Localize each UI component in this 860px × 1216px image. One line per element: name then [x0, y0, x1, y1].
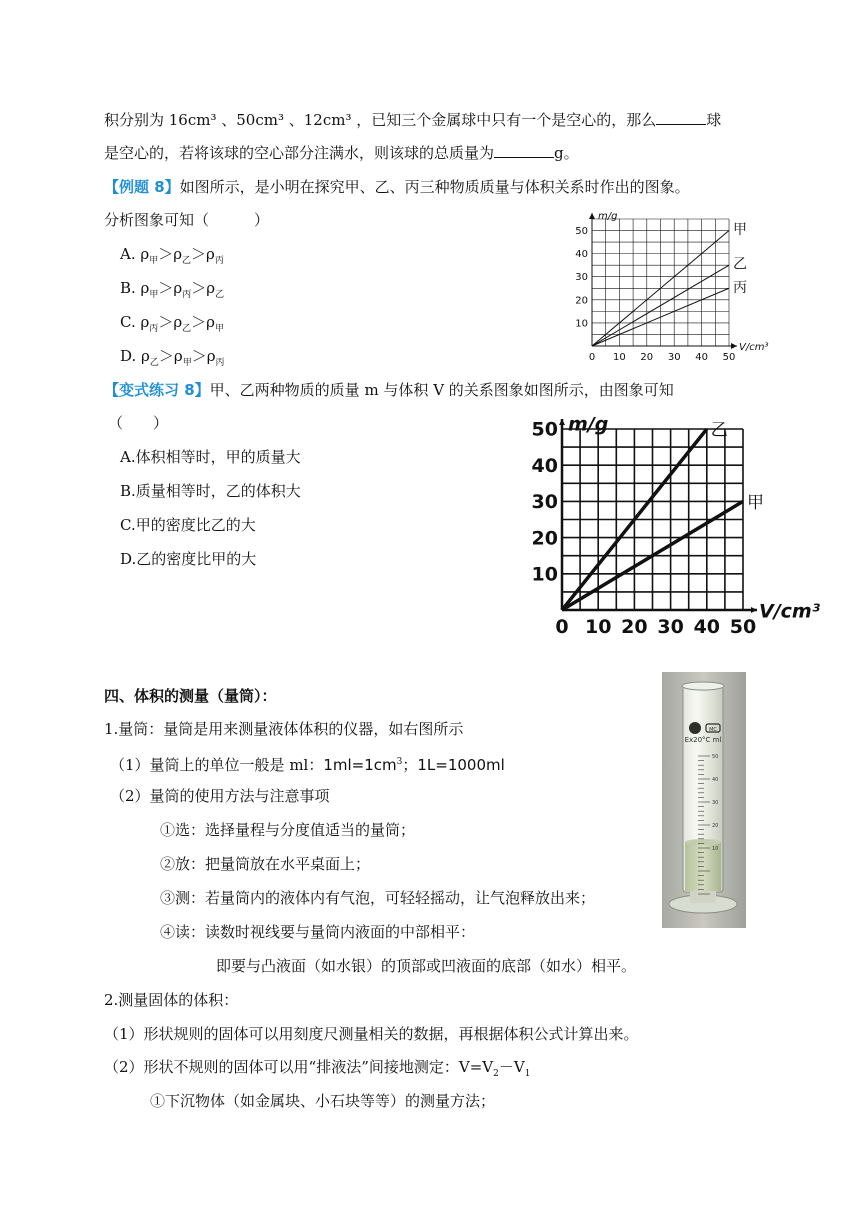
cylinder-mark-label: 20 [712, 823, 719, 829]
y-tick-label: 20 [531, 527, 558, 550]
x-axis-label: V/cm³ [759, 600, 821, 623]
variant-option[interactable]: A.体积相等时，甲的质量大 [120, 448, 301, 466]
y-axis-label: m/g [598, 211, 618, 222]
x-tick-label: 0 [588, 352, 596, 363]
y-tick-label: 10 [575, 318, 588, 330]
variant-8-heading: 【变式练习 8】甲、乙两种物质的质量 m 与体积 V 的关系图象如图所示，由图象可知 [104, 381, 674, 399]
chart-example-8 [562, 203, 794, 371]
example-8-tag: 【例题 8】 [104, 178, 180, 196]
usage-step-note: 即要与凸液面（如水银）的顶部或凹液面的底部（如水）相平。 [216, 957, 637, 975]
cylinder-mark-label: 50 [712, 754, 719, 760]
example-option[interactable]: B. $\rho_甲>\rho_丙>\rho_乙$ [120, 279, 225, 300]
variant-option[interactable]: B.质量相等时，乙的体积大 [120, 482, 301, 500]
y-axis-arrow [559, 419, 565, 425]
answer-blank[interactable] [494, 143, 554, 158]
x-tick-label: 20 [621, 616, 648, 638]
y-tick-label: 30 [575, 272, 588, 284]
x-tick-label: 30 [657, 616, 684, 638]
x-tick-label: 50 [722, 352, 736, 363]
x-tick-label: 10 [613, 352, 626, 363]
x-axis-label: V/cm³ [739, 342, 769, 353]
variant-option[interactable]: C.甲的密度比乙的大 [120, 516, 256, 534]
section-4-p2-2: （2）形状不规则的固体可以用“排液法”间接地测定：$V=V_2-V_1$ [104, 1058, 531, 1079]
cylinder-mark-label: 30 [712, 800, 719, 806]
series-label: 乙 [733, 256, 747, 273]
x-axis-arrow [731, 343, 737, 349]
y-tick-label: 40 [575, 249, 588, 261]
series-label: 丙 [733, 279, 747, 296]
section-4-p1-1: （1）量筒上的单位一般是 ml：$1ml=1cm^3$；1L=1000ml [110, 756, 505, 774]
cylinder-brand: MC [709, 727, 717, 733]
example-8-heading: 【例题 8】如图所示，是小明在探究甲、乙、丙三种物质质量与体积关系时作出的图象。 [104, 178, 690, 196]
variant-8-question: （ ） [108, 414, 169, 432]
intro-line-1: 积分别为 16cm³ 、50cm³ 、12cm³ ，已知三个金属球中只有一个是空心的，那么 球 [104, 111, 722, 129]
series-label: 甲 [733, 222, 747, 239]
y-axis-arrow [589, 213, 595, 219]
example-option[interactable]: C. $\rho_丙>\rho_乙>\rho_甲$ [120, 313, 224, 334]
y-tick-label: 30 [531, 491, 558, 514]
graduated-cylinder-photo [662, 672, 746, 928]
x-tick-label: 30 [667, 352, 681, 363]
x-tick-label: 0 [555, 616, 569, 638]
section-4-title: 四、体积的测量（量筒）： [104, 687, 277, 705]
usage-step: ①选：选择量程与分度值适当的量筒； [160, 821, 416, 839]
answer-blank[interactable] [656, 110, 706, 125]
example-option[interactable]: A. $\rho_甲>\rho_乙>\rho_丙$ [120, 245, 224, 266]
y-axis-label: m/g [568, 413, 609, 436]
y-tick-label: 40 [531, 454, 558, 477]
chart-variant-8 [520, 398, 840, 642]
section-4-p1: 1.量筒：量筒是用来测量液体体积的仪器，如右图所示 [104, 720, 464, 738]
x-tick-label: 20 [640, 352, 654, 363]
x-axis-arrow [751, 607, 757, 613]
x-tick-label: 40 [693, 616, 721, 638]
usage-step: ④读：读数时视线要与量筒内液面的中部相平： [160, 923, 476, 941]
cylinder-temp-label: Ex20°C ml [684, 736, 722, 744]
x-tick-label: 40 [695, 352, 708, 363]
y-tick-label: 20 [575, 295, 588, 307]
section-4-p2-1: （1）形状规则的固体可以用刻度尺测量相关的数据，再根据体积公式计算出来。 [104, 1025, 639, 1043]
cylinder-mark-label: 10 [712, 846, 719, 852]
intro-line-2: 是空心的，若将该球的空心部分注满水，则该球的总质量为 g。 [104, 144, 579, 162]
variant-option[interactable]: D.乙的密度比甲的大 [120, 550, 257, 568]
x-tick-label: 50 [729, 616, 757, 638]
section-4-p2: 2.测量固体的体积： [104, 991, 239, 1009]
x-tick-label: 10 [584, 616, 612, 638]
usage-step: ②放：把量筒放在水平桌面上； [160, 855, 371, 873]
y-tick-label: 50 [531, 418, 558, 441]
usage-step: ③测：若量筒内的液体内有气泡，可轻轻摇动，让气泡释放出来； [160, 889, 596, 907]
section-4-p1-2: （2）量筒的使用方法与注意事项 [110, 787, 330, 805]
cylinder-mark-label: 40 [712, 777, 719, 783]
example-8-question: 分析图象可知（ ） [104, 211, 270, 229]
series-label: 乙 [710, 420, 728, 441]
y-tick-label: 10 [531, 563, 558, 586]
example-option[interactable]: D. $\rho_乙>\rho_甲>\rho_丙$ [120, 347, 225, 368]
section-4-p2-3: ①下沉物体（如金属块、小石块等等）的测量方法； [150, 1092, 496, 1110]
variant-8-tag: 【变式练习 8】 [104, 381, 210, 399]
series-label: 甲 [747, 493, 764, 514]
y-tick-label: 50 [575, 226, 588, 238]
